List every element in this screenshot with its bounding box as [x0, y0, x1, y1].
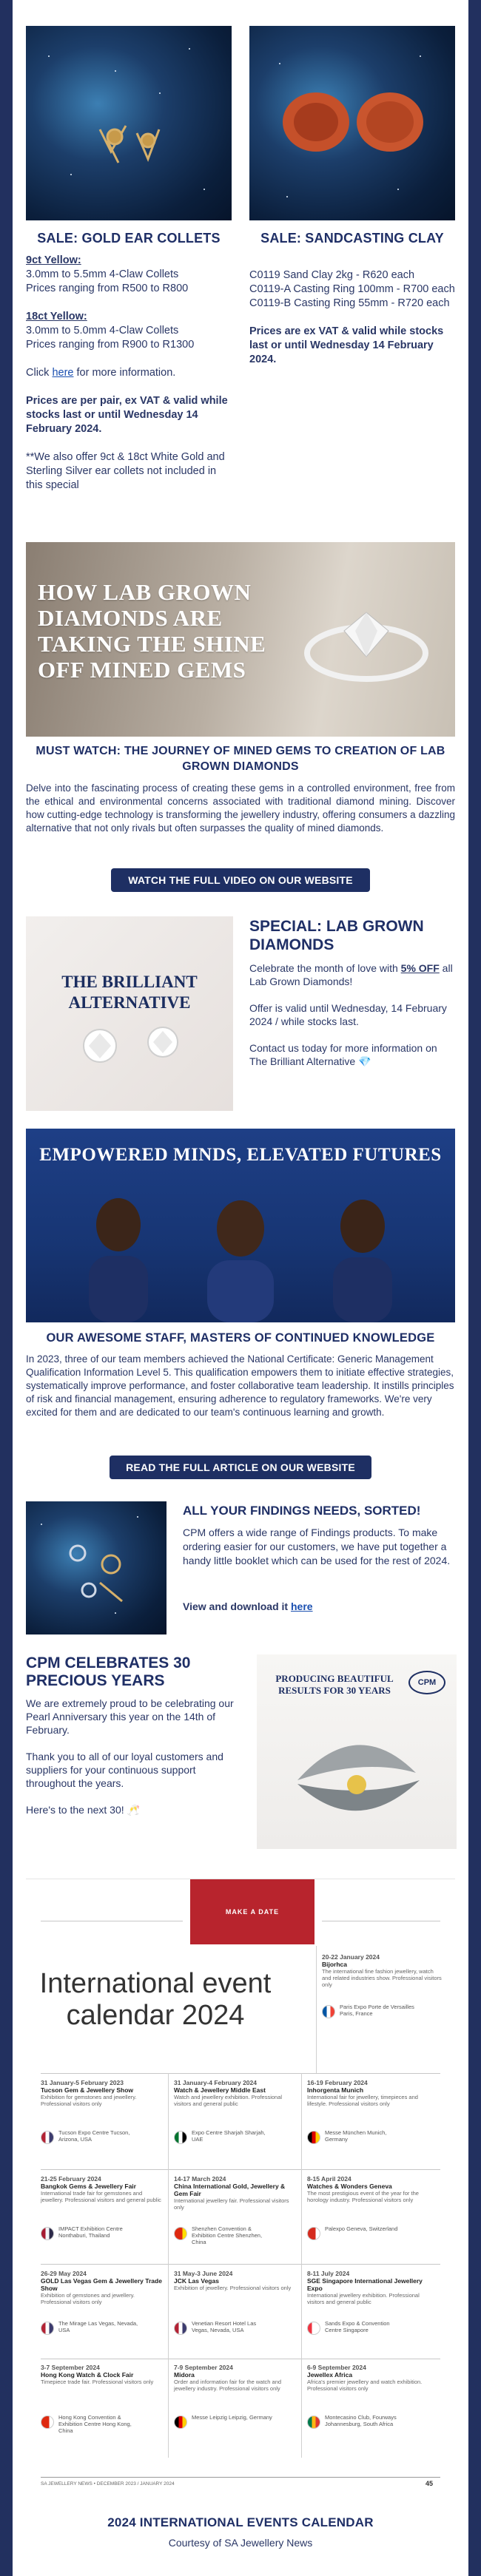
- event-venue: Shenzhen Convention & Exhibition Centre Shenzhen, China: [192, 2225, 263, 2245]
- sandcasting-clay-details: [249, 268, 457, 367]
- staff-body: In 2023, three of our team members achieved the National Certificate: Generic Management Qualification Information Level 5. This qualification empowers them to initiate effective strategies, systematically improve performance, and foster collaborative team leadership. It instills principles of risk and financial management, ensuring adherence to regulatory frameworks. We're very excited for them and are dedicated to our team's continuous learning and growth.: [26, 1353, 454, 1418]
- watch-video-button[interactable]: WATCH THE FULL VIDEO ON OUR WEBSITE: [111, 868, 370, 892]
- sandcasting-clay-title: SALE: SANDCASTING CLAY: [260, 231, 444, 246]
- yellow-9ct-heading: 9ct Yellow:: [26, 254, 81, 266]
- event-name: JCK Las Vegas: [174, 2277, 219, 2285]
- event-name: Watch & Jewellery Middle East: [174, 2086, 266, 2094]
- yellow-18ct-heading: 18ct Yellow:: [26, 311, 87, 322]
- gold-collets-here-link[interactable]: here: [52, 367, 74, 379]
- event-description: Watch and jewellery exhibition. Professional visitors and general public: [174, 2094, 283, 2107]
- event-date: 3-7 September 2024: [41, 2364, 100, 2371]
- brilliant-alternative-image[interactable]: [26, 916, 233, 1111]
- event-name: Watches & Wonders Geneva: [307, 2183, 392, 2190]
- event-name: Bijorhca: [322, 1961, 348, 1968]
- singapore-flag-icon: [307, 2322, 320, 2335]
- event-date: 20-22 January 2024: [322, 1953, 380, 1961]
- event-description: Exhibition of jewellery. Professional visitors only: [174, 2285, 292, 2291]
- germany-flag-icon: [307, 2131, 320, 2144]
- special-heading: SPECIAL: LAB GROWN DIAMONDS: [249, 918, 424, 953]
- calendar-event: [41, 2270, 163, 2333]
- event-date: 31 May-3 June 2024: [174, 2270, 233, 2277]
- france-flag-icon: [322, 2005, 335, 2018]
- calendar-event: [174, 2079, 296, 2143]
- usa-flag-icon: [174, 2322, 187, 2335]
- sandcasting-clay-image[interactable]: [249, 26, 455, 220]
- yellow-9ct-line2: Prices ranging from R500 to R800: [26, 283, 189, 294]
- brilliant-alternative-text: THE BRILLIANT ALTERNATIVE: [61, 973, 198, 1012]
- celebrates-p2: Thank you to all of our loyal customers and suppliers for your continuous support throughout the years.: [26, 1751, 223, 1789]
- click-here-text: Click here for more information.: [26, 367, 176, 379]
- hongkong-flag-icon: [41, 2416, 54, 2429]
- findings-body: CPM offers a wide range of Findings products. To make ordering easier for our customers, we have put together a handy little booklet which can be used for the rest of 2024.: [183, 1527, 451, 1566]
- special-valid: Offer is valid until Wednesday, 14 February 2024 / while stocks last.: [249, 1002, 447, 1027]
- uae-flag-icon: [174, 2131, 187, 2144]
- calendar-event: [41, 2175, 163, 2239]
- yellow-18ct-line2: Prices ranging from R900 to R1300: [26, 339, 195, 351]
- event-venue: Sands Expo & Convention Centre Singapore: [325, 2320, 390, 2333]
- lab-grown-body: Delve into the fascinating process of creating these gems in a controlled environment, free from the ethical and environmental concerns associated with traditional diamond mining. Discover how cutting-edge technology is transforming the jewellery industry, offering consumers a dazzling alternative that not only rivals but often surpasses the quality of mined diamonds.: [26, 782, 455, 834]
- calendar-title-line1: International event: [39, 1968, 272, 1999]
- event-date: 14-17 March 2024: [174, 2175, 226, 2183]
- calendar-event: [41, 2364, 163, 2434]
- calendar-footer-left: SA JEWELLERY NEWS • DECEMBER 2023 / JANUARY 2024: [41, 2481, 175, 2487]
- germany-flag-icon: [174, 2416, 187, 2429]
- calendar-footer-page: 45: [426, 2480, 434, 2487]
- event-venue: Hong Kong Convention & Exhibition Centre Hong Kong, China: [58, 2414, 132, 2434]
- event-description: Order and information fair for the watch and jewellery industry. Professional visitors only: [174, 2379, 282, 2392]
- china-flag-icon: [174, 2227, 187, 2240]
- event-name: Bangkok Gems & Jewellery Fair: [41, 2183, 136, 2190]
- event-description: The international fine fashion jewellery, watch and related industries show. Professional visitors only: [322, 1968, 442, 1988]
- special-details: [249, 961, 457, 1068]
- lab-grown-banner-text: HOW LAB GROWN DIAMONDS ARE TAKING THE SHINE OFF MINED GEMS: [38, 579, 266, 683]
- event-description: International fair for jewellery, timepieces and lifestyle. Professional visitors only: [307, 2094, 418, 2107]
- gold-collets-image[interactable]: [26, 26, 232, 220]
- event-date: 8-15 April 2024: [307, 2175, 352, 2183]
- yellow-18ct-line1: 3.0mm to 5.0mm 4-Claw Collets: [26, 325, 179, 337]
- findings-booklet-image[interactable]: [26, 1501, 166, 1634]
- event-name: SGE Singapore International Jewellery Expo: [307, 2277, 423, 2292]
- read-article-button[interactable]: READ THE FULL ARTICLE ON OUR WEBSITE: [110, 1456, 371, 1479]
- usa-flag-icon: [41, 2131, 54, 2144]
- pearl-image-text: PRODUCING BEAUTIFUL RESULTS FOR 30 YEARS: [275, 1673, 394, 1696]
- celebrates-heading: CPM CELEBRATES 30 PRECIOUS YEARS: [26, 1654, 191, 1689]
- yellow-9ct-line1: 3.0mm to 5.5mm 4-Claw Collets: [26, 268, 179, 280]
- findings-here-link[interactable]: here: [290, 1600, 313, 1612]
- event-venue: Tucson Expo Centre Tucson, Arizona, USA: [58, 2129, 130, 2143]
- staff-banner[interactable]: [26, 1129, 455, 1322]
- calendar-divider: [41, 2169, 440, 2170]
- newsletter-page: [13, 0, 468, 2576]
- southafrica-flag-icon: [307, 2416, 320, 2429]
- lab-grown-banner[interactable]: [26, 542, 455, 737]
- event-date: 21-25 February 2024: [41, 2175, 101, 2183]
- gold-collets-also-offer: **We also offer 9ct & 18ct White Gold and Sterling Silver ear collets not included in this special: [26, 451, 225, 491]
- event-date: 31 January-5 February 2023: [41, 2079, 124, 2086]
- staff-members-graphic: [56, 1188, 426, 1322]
- event-description: Africa's premier jewellery and watch exhibition. Professional visitors only: [307, 2379, 423, 2392]
- event-venue: Expo Centre Sharjah Sharjah, UAE: [192, 2129, 266, 2143]
- calendar-event: [307, 2364, 429, 2427]
- event-description: Timepiece trade fair. Professional visitors only: [41, 2379, 154, 2385]
- event-date: 31 January-4 February 2024: [174, 2079, 257, 2086]
- event-calendar-image[interactable]: [26, 1879, 455, 2501]
- calendar-event: [174, 2270, 296, 2333]
- event-date: 16-19 February 2024: [307, 2079, 368, 2086]
- oyster-pearl-graphic: [283, 1714, 431, 1839]
- calendar-divider: [41, 2073, 440, 2074]
- calendar-event: [174, 2364, 296, 2421]
- clay-line1: C0119 Sand Clay 2kg - R620 each: [249, 269, 415, 281]
- event-name: Tucson Gem & Jewellery Show: [41, 2086, 134, 2094]
- calendar-event: [41, 2079, 163, 2143]
- gold-collets-terms: Prices are per pair, ex VAT & valid while stocks last or until Wednesday 14 February 2024.: [26, 395, 228, 435]
- event-name: Inhorgenta Munich: [307, 2086, 364, 2094]
- event-venue: IMPACT Exhibition Centre Nonthaburi, Thailand: [58, 2225, 123, 2239]
- event-description: Exhibition of gemstones and jewellery. Professional visitors only: [41, 2292, 135, 2305]
- calendar-column-divider: [168, 2073, 169, 2458]
- celebrates-p3: Here's to the next 30! 🥂: [26, 1804, 140, 1816]
- ear-collet-graphic: [85, 107, 174, 174]
- casting-rings-graphic: [275, 85, 431, 159]
- findings-heading: ALL YOUR FINDINGS NEEDS, SORTED!: [183, 1504, 421, 1518]
- clay-line3: C0119-B Casting Ring 55mm - R720 each: [249, 297, 450, 309]
- event-date: 8-11 July 2024: [307, 2270, 350, 2277]
- event-venue: Venetian Resort Hotel Las Vegas, Nevada, USA: [192, 2320, 257, 2333]
- cpm-badge: CPM: [408, 1671, 445, 1694]
- celebrates-body: [26, 1697, 240, 1816]
- event-name: Jewellex Africa: [307, 2371, 353, 2379]
- event-venue: Messe Leipzig Leipzig, Germany: [192, 2414, 272, 2421]
- lab-grown-heading: MUST WATCH: THE JOURNEY OF MINED GEMS TO CREATION OF LAB GROWN DIAMONDS: [36, 745, 445, 773]
- event-venue: Paris Expo Porte de Versailles Paris, France: [340, 2004, 414, 2017]
- event-date: 26-29 May 2024: [41, 2270, 87, 2277]
- event-venue: The Mirage Las Vegas, Nevada, USA: [58, 2320, 138, 2333]
- clay-terms: Prices are ex VAT & valid while stocks last or until Wednesday 14 February 2024.: [249, 325, 444, 365]
- special-contact: Contact us today for more information on The Brilliant Alternative 💎: [249, 1042, 437, 1067]
- celebrates-p1: We are extremely proud to be celebrating our Pearl Anniversary this year on the 14th of February.: [26, 1697, 234, 1736]
- calendar-column-divider: [316, 1946, 317, 2073]
- pearl-anniversary-image[interactable]: [257, 1654, 457, 1849]
- make-a-date-tag: MAKE A DATE: [190, 1879, 314, 1944]
- events-calendar-courtesy: Courtesy of SA Jewellery News: [168, 2537, 313, 2549]
- event-description: The most prestigious event of the year for the horology industry. Professional visitors only: [307, 2190, 419, 2203]
- findings-view: View and download it here: [183, 1600, 313, 1612]
- special-five-percent-off: 5% OFF: [400, 962, 440, 974]
- event-name: Midora: [174, 2371, 195, 2379]
- event-name: China International Gold, Jewellery & Gem Fair: [174, 2183, 286, 2197]
- calendar-event: [307, 2175, 429, 2232]
- event-name: Hong Kong Watch & Clock Fair: [41, 2371, 134, 2379]
- event-description: International jewellery fair. Professional visitors only: [174, 2197, 289, 2211]
- event-description: International trade fair for gemstones and jewellery. Professional visitors and general public: [41, 2190, 161, 2203]
- event-venue: Montecasino Club, Fourways Johannesburg, South Africa: [325, 2414, 397, 2427]
- event-date: 6-9 September 2024: [307, 2364, 366, 2371]
- event-date: 7-9 September 2024: [174, 2364, 233, 2371]
- gold-collets-details: [26, 254, 233, 493]
- events-calendar-heading: 2024 INTERNATIONAL EVENTS CALENDAR: [107, 2515, 374, 2529]
- switzerland-flag-icon: [307, 2227, 320, 2240]
- event-venue: Palexpo Geneva, Switzerland: [325, 2225, 398, 2232]
- calendar-column-divider: [301, 2073, 302, 2458]
- diamond-ring-graphic: [292, 572, 440, 697]
- event-description: International jewellery exhibition. Professional visitors and general public: [307, 2292, 420, 2305]
- event-venue: Messe München Munich, Germany: [325, 2129, 387, 2143]
- findings-graphic: [56, 1531, 137, 1612]
- thailand-flag-icon: [41, 2227, 54, 2240]
- calendar-title-line2: calendar 2024: [66, 2000, 245, 2031]
- special-celebrate: Celebrate the month of love with 5% OFF all Lab Grown Diamonds!: [249, 962, 453, 987]
- calendar-event: [174, 2175, 296, 2245]
- calendar-divider: [41, 2264, 440, 2265]
- clay-line2: C0119-A Casting Ring 100mm - R700 each: [249, 283, 455, 295]
- staff-banner-text: EMPOWERED MINDS, ELEVATED FUTURES: [39, 1145, 442, 1165]
- calendar-event: [307, 2270, 429, 2333]
- calendar-event: [322, 1953, 444, 2017]
- gold-collets-title: SALE: GOLD EAR COLLETS: [37, 231, 221, 246]
- event-description: Exhibition for gemstones and jewellery. Professional visitors only: [41, 2094, 137, 2107]
- calendar-event: [307, 2079, 429, 2143]
- staff-heading: OUR AWESOME STAFF, MASTERS OF CONTINUED KNOWLEDGE: [46, 1331, 435, 1345]
- diamonds-graphic: [70, 1020, 196, 1072]
- event-name: GOLD Las Vegas Gem & Jewellery Trade Show: [41, 2277, 162, 2292]
- usa-flag-icon: [41, 2322, 54, 2335]
